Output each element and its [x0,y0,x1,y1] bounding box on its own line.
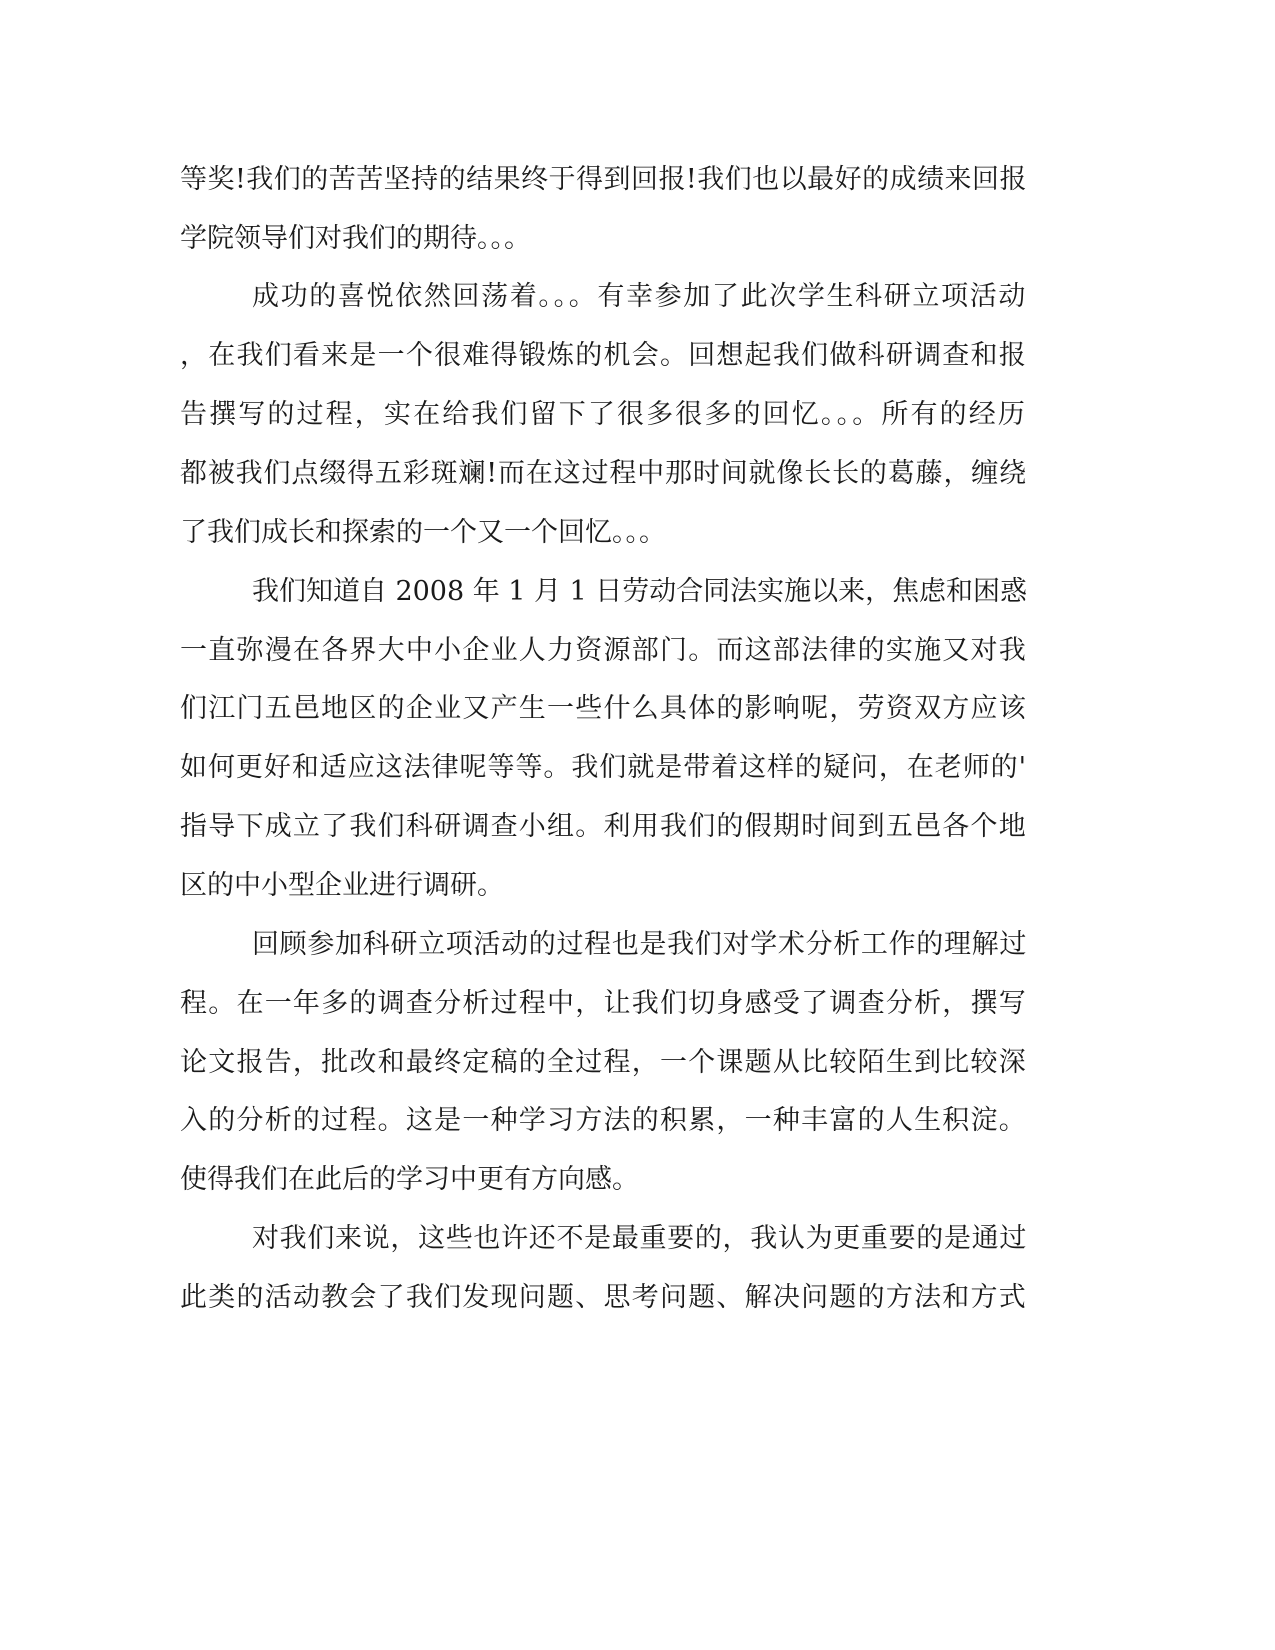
text-line [0,395,1275,435]
text-line [0,631,1275,671]
line-text: 如何更好和适应这法律呢等等。我们就是带着这样的疑问，在老师的' [180,752,1027,783]
text-line [0,513,1275,553]
text-line [0,219,1275,259]
line-text: 等奖!我们的苦苦坚持的结果终于得到回报!我们也以最好的成绩来回报 [180,164,1027,195]
text-line [0,277,1275,317]
line-text: 程。在一年多的调查分析过程中，让我们切身感受了调查分析，撰写 [180,988,1027,1019]
text-line [0,1160,1275,1200]
text-line [0,336,1275,376]
line-text: 论文报告，批改和最终定稿的全过程，一个课题从比较陌生到比较深 [180,1047,1027,1078]
text-line [0,925,1275,965]
line-text: 成功的喜悦依然回荡着。。。有幸参加了此次学生科研立项活动 [252,281,1027,312]
text-line [0,984,1275,1024]
line-text: 我们知道自 2008 年 1 月 1 日劳动合同法实施以来，焦虑和困惑 [252,576,1027,607]
text-line [0,748,1275,788]
line-text: 入的分析的过程。这是一种学习方法的积累，一种丰富的人生积淀。 [180,1105,1027,1136]
text-line [0,1101,1275,1141]
text-line [0,1043,1275,1083]
line-text: 指导下成立了我们科研调查小组。利用我们的假期时间到五邑各个地 [180,811,1027,842]
text-line [0,1219,1275,1259]
text-line [0,572,1275,612]
line-text: ，在我们看来是一个很难得锻炼的机会。回想起我们做科研调查和报 [180,340,1027,371]
text-line [0,1278,1275,1318]
line-text: 告撰写的过程，实在给我们留下了很多很多的回忆。。。所有的经历 [180,399,1027,430]
text-line [0,160,1275,200]
text-line [0,866,1275,906]
line-text: 学院领导们对我们的期待。。。 [180,223,531,254]
line-text: 回顾参加科研立项活动的过程也是我们对学术分析工作的理解过 [252,929,1027,960]
line-text: 区的中小型企业进行调研。 [180,870,504,901]
line-text: 了我们成长和探索的一个又一个回忆。。。 [180,517,666,548]
text-line [0,807,1275,847]
text-line [0,689,1275,729]
line-text: 对我们来说，这些也许还不是最重要的，我认为更重要的是通过 [252,1223,1027,1254]
line-text: 此类的活动教会了我们发现问题、思考问题、解决问题的方法和方式 [180,1282,1027,1313]
line-text: 使得我们在此后的学习中更有方向感。 [180,1164,639,1195]
line-text: 一直弥漫在各界大中小企业人力资源部门。而这部法律的实施又对我 [180,635,1027,666]
text-line [0,454,1275,494]
line-text: 都被我们点缀得五彩斑斓!而在这过程中那时间就像长长的葛藤，缠绕 [180,458,1027,489]
line-text: 们江门五邑地区的企业又产生一些什么具体的影响呢，劳资双方应该 [180,693,1027,724]
